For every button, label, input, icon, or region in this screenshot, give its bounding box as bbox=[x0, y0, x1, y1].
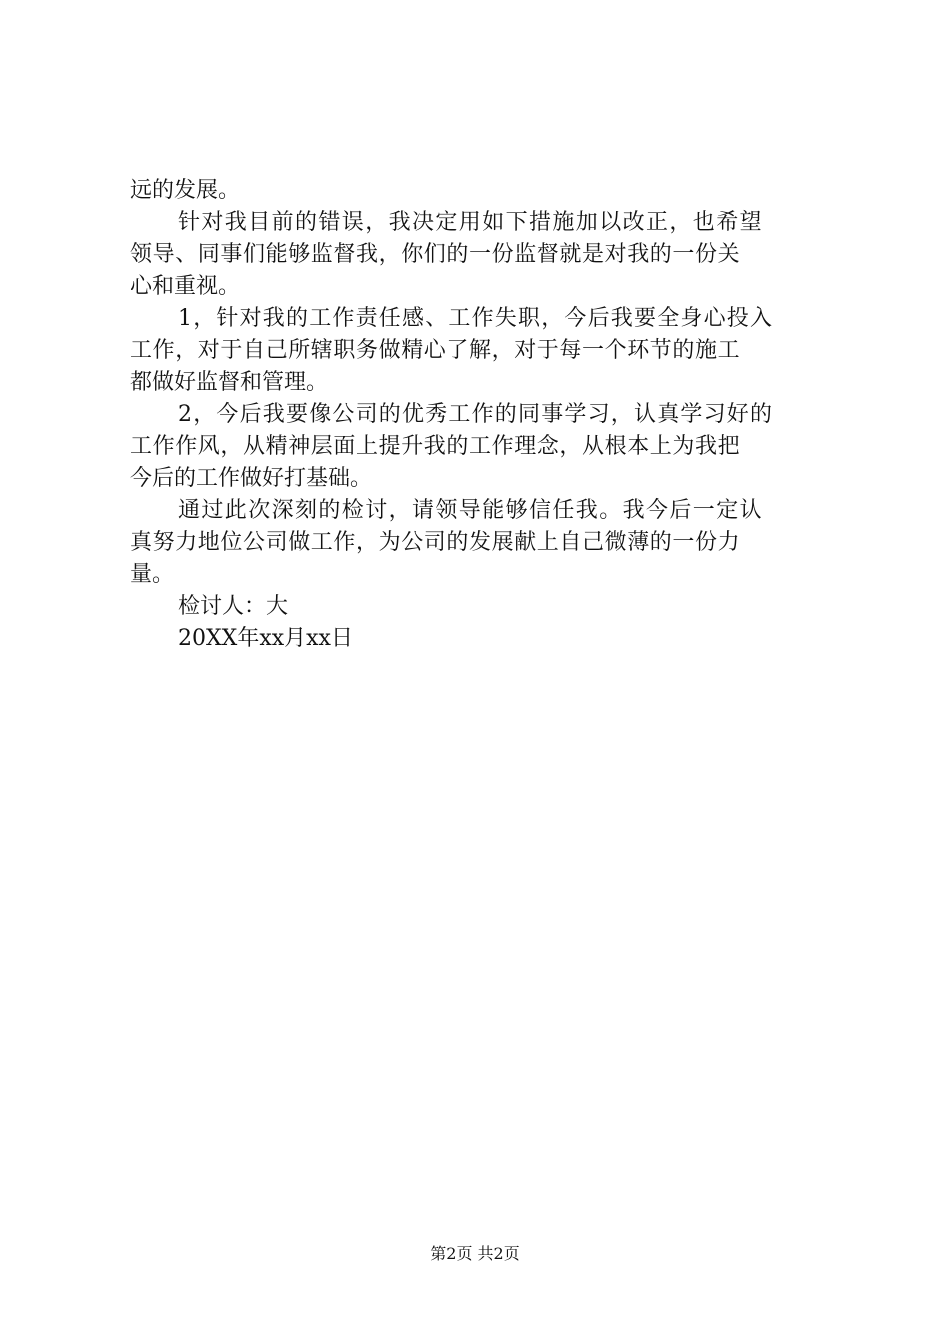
text-line: 今后的工作做好打基础。 bbox=[130, 466, 373, 491]
text-line: 工作，对于自己所辖职务做精心了解，对于每一个环节的施工 bbox=[130, 338, 741, 363]
text-line: 心和重视。 bbox=[130, 274, 241, 299]
text-line: 领导、同事们能够监督我，你们的一份监督就是对我的一份关 bbox=[130, 242, 741, 267]
text-line: 量。 bbox=[130, 562, 175, 587]
text-line: 真努力地位公司做工作，为公司的发展献上自己微薄的一份力 bbox=[130, 530, 741, 555]
text-line: 都做好监督和管理。 bbox=[130, 370, 329, 395]
date-line: 20XX年xx月xx日 bbox=[178, 626, 353, 651]
text-line: 1，针对我的工作责任感、工作失职，今后我要全身心投入 bbox=[178, 306, 774, 331]
text-line: 2，今后我要像公司的优秀工作的同事学习，认真学习好的 bbox=[178, 402, 774, 427]
text-line: 远的发展。 bbox=[130, 178, 241, 203]
text-line: 工作作风，从精神层面上提升我的工作理念，从根本上为我把 bbox=[130, 434, 741, 459]
text-line: 针对我目前的错误，我决定用如下措施加以改正，也希望 bbox=[178, 210, 764, 235]
signature-line: 检讨人：大 bbox=[178, 594, 289, 619]
text-line: 通过此次深刻的检讨，请领导能够信任我。我今后一定认 bbox=[178, 498, 764, 523]
page-footer: 第2页 共2页 bbox=[430, 1244, 520, 1263]
